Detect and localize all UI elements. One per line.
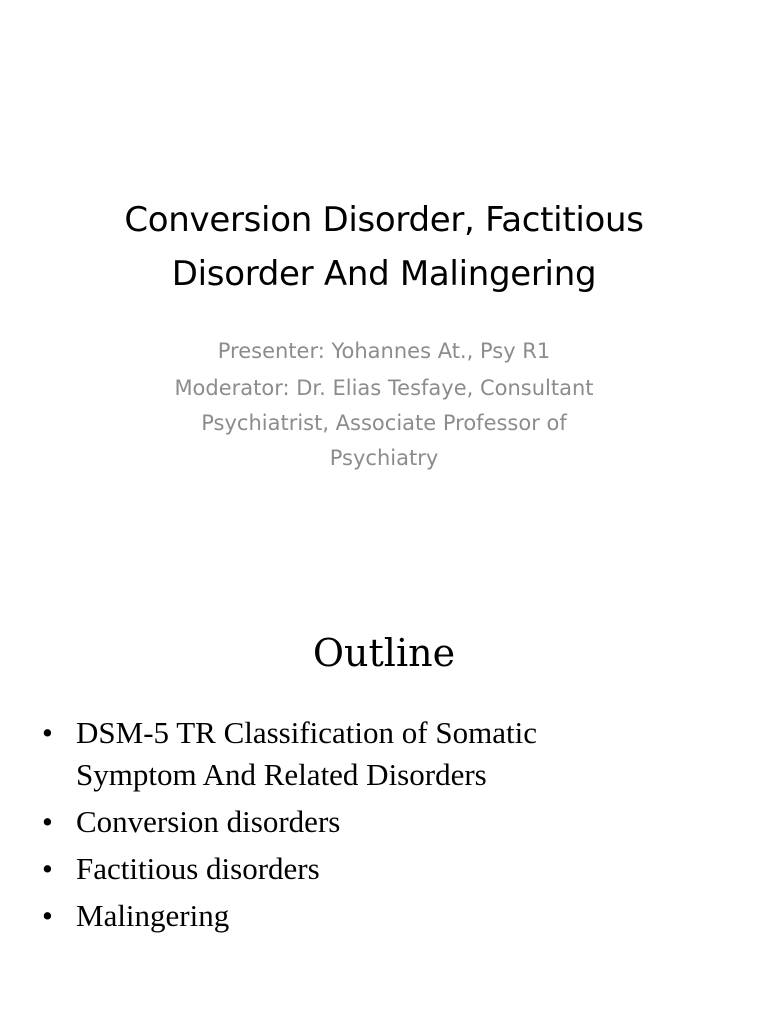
outline-list	[42, 712, 742, 942]
moderator-line-2: Psychiatrist, Associate Professor of	[201, 411, 567, 435]
list-item-text	[76, 801, 742, 843]
list-item-line: Symptom And Related Disorders	[76, 757, 487, 792]
list-item-text	[76, 848, 742, 890]
bullet-icon: •	[42, 715, 53, 750]
list-item-line: Conversion disorders	[76, 804, 341, 839]
outline-title: Outline	[312, 631, 456, 675]
bullet-icon: •	[42, 851, 53, 886]
moderator-line-1: Moderator: Dr. Elias Tesfaye, Consultant	[174, 376, 594, 400]
list-item-text	[76, 895, 742, 937]
bullet-icon: •	[42, 898, 53, 933]
presentation-title	[0, 193, 768, 301]
presenter-text: Presenter: Yohannes At., Psy R1	[217, 339, 551, 363]
list-item-line: Malingering	[76, 898, 230, 933]
outline-slide	[0, 512, 768, 1024]
title-line-1: Conversion Disorder, Factitious	[124, 200, 644, 240]
bullet-icon: •	[42, 804, 53, 839]
list-item-text	[76, 712, 742, 796]
moderator-line-3: Psychiatry	[329, 446, 439, 470]
title-line-2: Disorder And Malingering	[171, 254, 597, 294]
list-item-line: Factitious disorders	[76, 851, 320, 886]
list-item	[42, 801, 742, 843]
list-item	[42, 848, 742, 890]
list-item	[42, 895, 742, 937]
list-item-line: DSM-5 TR Classification of Somatic	[76, 715, 537, 750]
presentation-subtitle	[0, 334, 768, 476]
list-item	[42, 712, 742, 796]
